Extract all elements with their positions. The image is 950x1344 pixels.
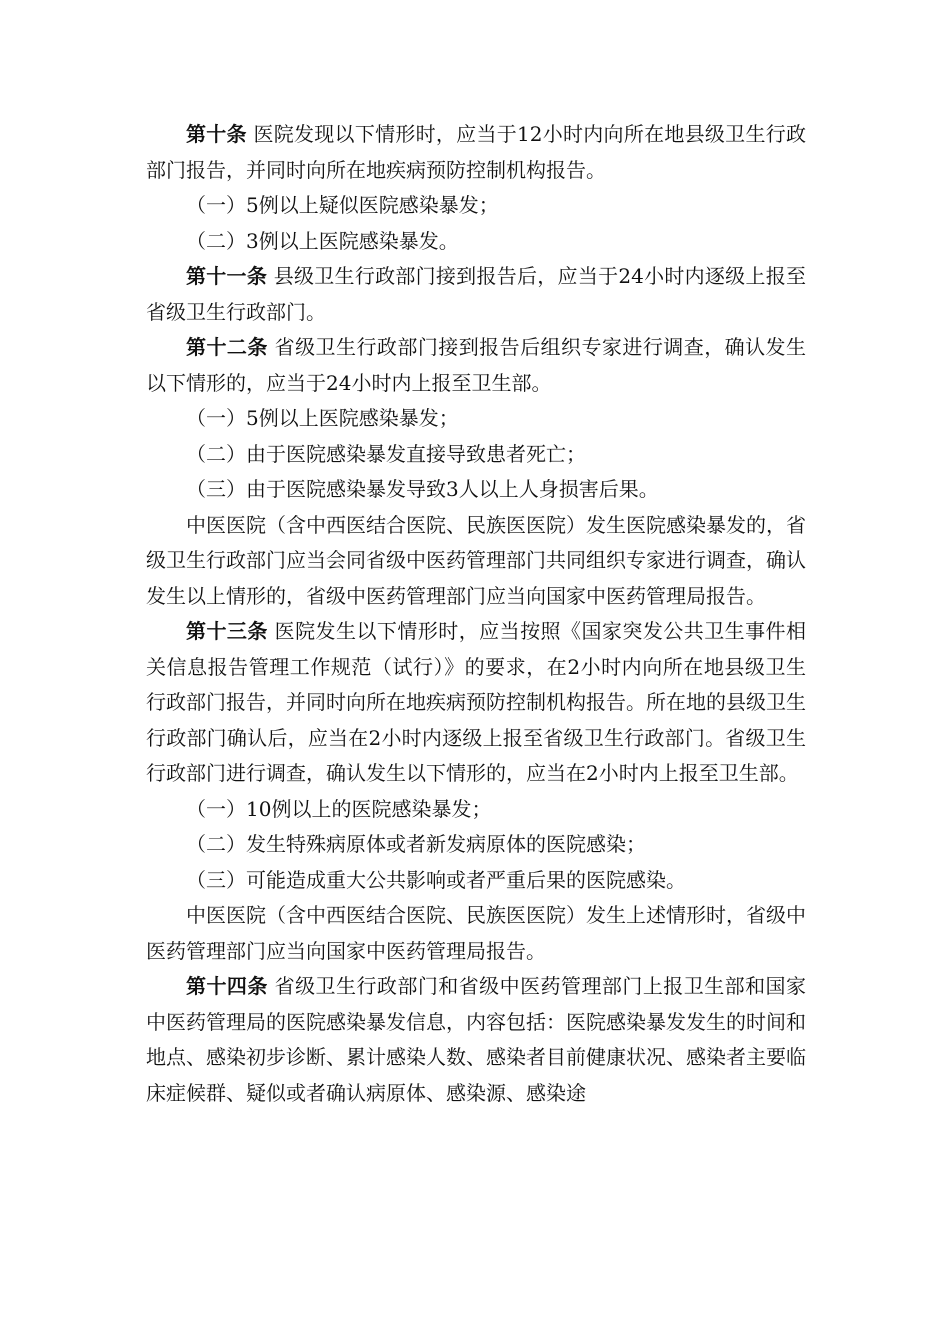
- article-10-item-2: （二）3例以上医院感染暴发。: [186, 228, 459, 253]
- article-13-item-3: （三）可能造成重大公共影响或者严重后果的医院感染。: [186, 867, 686, 892]
- article-13-heading: 第十三条: [186, 619, 268, 643]
- article-12-text: 省级卫生行政部门接到报告后组织专家进行调查，确认发生以下情形的，应当于24小时内上报至卫生部。: [146, 335, 807, 395]
- article-13-item-1: （一）10例以上的医院感染暴发；: [186, 796, 492, 821]
- article-11-heading: 第十一条: [186, 264, 268, 288]
- article-11-text: 县级卫生行政部门接到报告后，应当于24小时内逐级上报至省级卫生行政部门。: [146, 264, 806, 324]
- article-14-text: 省级卫生行政部门和省级中医药管理部门上报卫生部和国家中医药管理局的医院感染暴发信息，内容包括：医院感染暴发发生的时间和地点、感染初步诊断、累计感染人数、感染者目前健康状况、感染者主要临床症候群、疑似或者确认病原体、感染源、感染途: [146, 974, 807, 1105]
- article-14-paragraph: [146, 969, 806, 1111]
- article-13-paragraph: [146, 614, 806, 792]
- article-12-item-3: （三）由于医院感染暴发导致3人以上人身损害后果。: [186, 477, 659, 501]
- article-13-tcm-paragraph: 中医医院（含中西医结合医院、民族医医院）发生上述情形时，省级中医药管理部门应当向国家中医药管理局报告。: [146, 903, 806, 963]
- article-10-text: 医院发现以下情形时，应当于12小时内向所在地县级卫生行政部门报告，并同时向所在地疾病预防控制机构报告。: [146, 122, 807, 182]
- article-12-item-2: （二）由于医院感染暴发直接导致患者死亡；: [186, 441, 586, 466]
- article-12-tcm-paragraph: 中医医院（含中西医结合医院、民族医医院）发生医院感染暴发的，省级卫生行政部门应当会同省级中医药管理部门共同组织专家进行调查，确认发生以上情形的，省级中医药管理部门应当向国家中医药管理局报告。: [146, 512, 806, 608]
- article-13-text: 医院发生以下情形时，应当按照《国家突发公共卫生事件相关信息报告管理工作规范（试行）》的要求，在2小时内向所在地县级卫生行政部门报告，并同时向所在地疾病预防控制机构报告。所在地的县级卫生行政部门确认后，应当在2小时内逐级上报至省级卫生行政部门。省级卫生行政部门进行调查，确认发生以下情形的，应当在2小时内上报至卫生部。: [146, 619, 807, 785]
- article-13-item-2: （二）发生特殊病原体或者新发病原体的医院感染；: [186, 832, 646, 856]
- article-12-heading: 第十二条: [186, 335, 268, 359]
- article-12-paragraph: [146, 330, 806, 401]
- article-10-paragraph: [146, 117, 806, 188]
- document-page: [146, 117, 806, 1111]
- article-14-heading: 第十四条: [186, 974, 268, 998]
- article-11-paragraph: [146, 259, 806, 330]
- article-12-item-1: （一）5例以上医院感染暴发；: [186, 406, 459, 430]
- article-10-item-1: （一）5例以上疑似医院感染暴发；: [186, 193, 499, 217]
- article-10-heading: 第十条: [186, 122, 247, 146]
